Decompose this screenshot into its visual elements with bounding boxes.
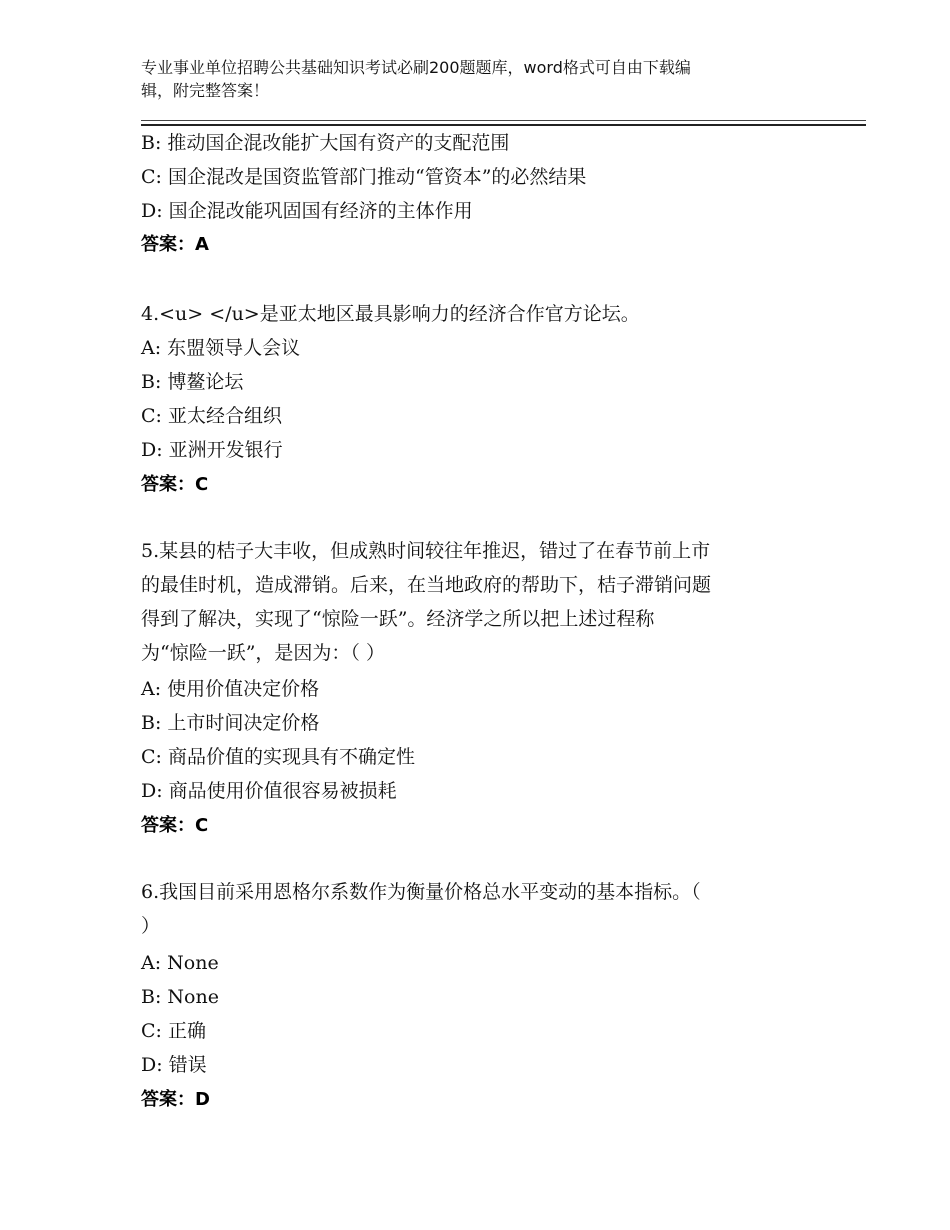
- q6-answer: 答案：D: [141, 1089, 210, 1110]
- q5-stem-line-2: 的最佳时机，造成滞销。后来，在当地政府的帮助下，桔子滞销问题: [141, 574, 712, 596]
- header-line-1: 专业事业单位招聘公共基础知识考试必刷200题题库，word格式可自由下载编: [141, 58, 691, 77]
- q3-option-c: C: 国企混改是国资监管部门推动“管资本”的必然结果: [141, 166, 587, 188]
- q4-option-b: B: 博鳌论坛: [141, 371, 244, 393]
- q5-option-b: B: 上市时间决定价格: [141, 712, 320, 734]
- q5-stem: [141, 534, 801, 670]
- q6-option-d: D: 错误: [141, 1054, 207, 1076]
- q6-stem-line-1: 6.我国目前采用恩格尔系数作为衡量价格总水平变动的基本指标。（: [141, 881, 701, 903]
- header-divider-thin: [141, 120, 866, 121]
- q4-option-d: D: 亚洲开发银行: [141, 439, 283, 461]
- q5-answer: 答案：C: [141, 815, 209, 836]
- q6-option-c: C: 正确: [141, 1020, 206, 1042]
- q4-answer: 答案：C: [141, 474, 209, 495]
- q4-option-a: A: 东盟领导人会议: [141, 337, 301, 359]
- header-line-2: 辑，附完整答案！: [141, 81, 270, 100]
- q6-stem-line-2: ）: [141, 915, 161, 937]
- q5-stem-line-1: 5.某县的桔子大丰收，但成熟时间较往年推迟，错过了在春节前上市: [141, 540, 711, 562]
- q5-option-a: A: 使用价值决定价格: [141, 678, 320, 700]
- q5-stem-line-4: 为“惊险一跃”，是因为：（ ）: [141, 642, 385, 664]
- q6-option-b: B: None: [141, 986, 219, 1008]
- document-header: [141, 56, 801, 102]
- q5-option-d: D: 商品使用价值很容易被损耗: [141, 780, 397, 802]
- q6-stem: [141, 875, 801, 943]
- q6-option-a: A: None: [141, 952, 219, 974]
- q3-answer: 答案：A: [141, 234, 209, 255]
- q3-option-d: D: 国企混改能巩固国有经济的主体作用: [141, 200, 473, 222]
- q4-stem: 4.<u> </u>是亚太地区最具影响力的经济合作官方论坛。: [141, 303, 640, 325]
- q3-option-b: B: 推动国企混改能扩大国有资产的支配范围: [141, 132, 510, 154]
- header-divider-thick: [141, 124, 866, 126]
- q5-option-c: C: 商品价值的实现具有不确定性: [141, 746, 415, 768]
- q5-stem-line-3: 得到了解决，实现了“惊险一跃”。经济学之所以把上述过程称: [141, 608, 655, 630]
- q4-option-c: C: 亚太经合组织: [141, 405, 282, 427]
